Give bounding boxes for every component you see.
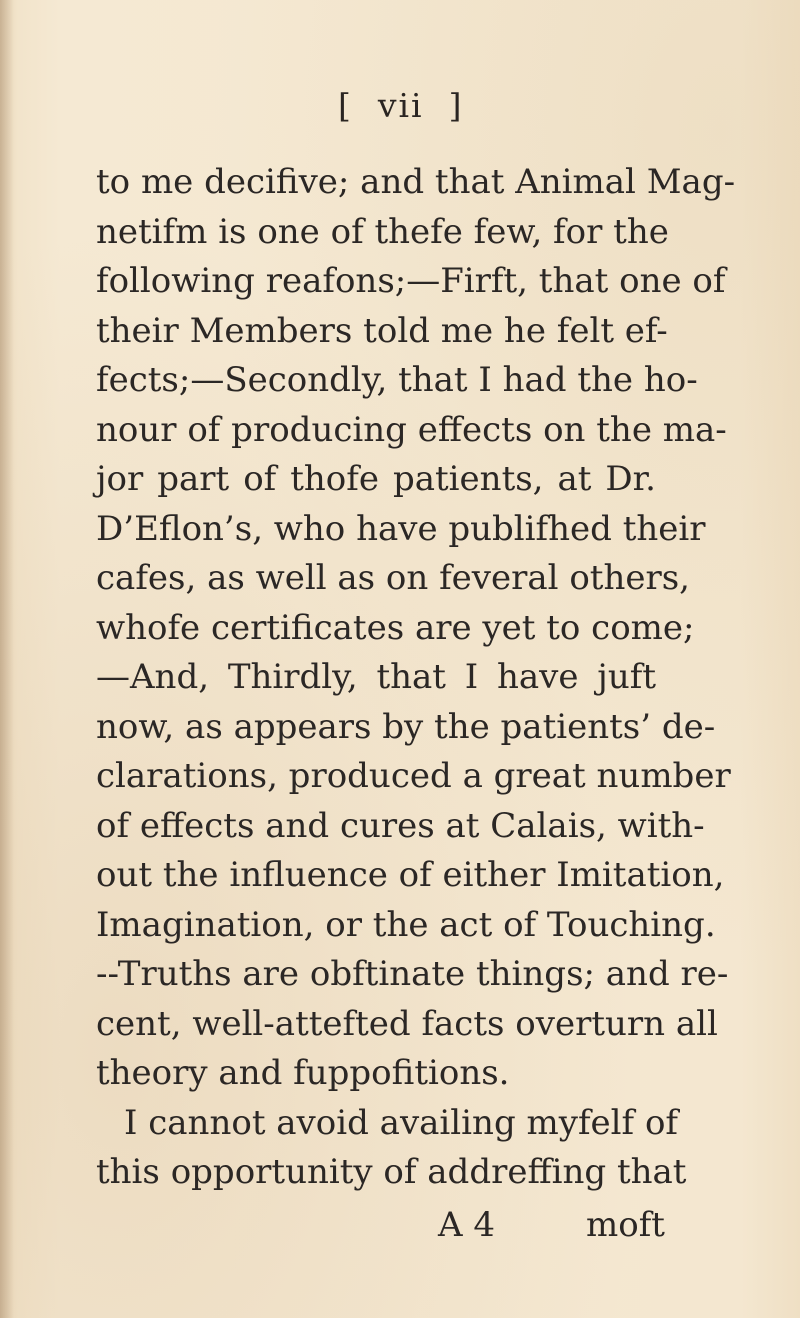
text-line-18: cent, well-attefted facts overturn all <box>96 1004 718 1044</box>
text-line-7: jor part of thofe patients, at Dr. <box>96 459 656 499</box>
text-line-15: out the influence of either Imitation, <box>96 855 725 895</box>
text-line-14: of effects and cures at Calais, with- <box>96 806 705 846</box>
page-number-header: [ vii ] <box>338 86 464 125</box>
text-line-1: to me decifive; and that Animal Mag- <box>96 162 736 202</box>
text-line-16: Imagination, or the act of Touching. <box>96 905 716 945</box>
text-line-12: now, as appears by the patients’ de- <box>96 707 716 747</box>
text-line-10: whofe certificates are yet to come; <box>96 608 695 648</box>
text-line-3: following reafons;—Firft, that one of <box>96 261 726 301</box>
text-line-4: their Members told me he felt ef- <box>96 311 668 351</box>
catchword: moft <box>586 1205 665 1245</box>
text-line-13: clarations, produced a great number <box>96 756 731 796</box>
signature-mark: A 4 <box>438 1205 495 1245</box>
text-line-9: cafes, as well as on feveral others, <box>96 558 690 598</box>
text-line-8: D’Eflon’s, who have publifhed their <box>96 509 706 549</box>
text-line-6: nour of producing effects on the ma- <box>96 410 727 450</box>
text-line-20: I cannot avoid availing myfelf of <box>124 1103 678 1143</box>
text-line-21: this opportunity of addreffing that <box>96 1152 687 1192</box>
text-line-17: --Truths are obftinate things; and re- <box>96 954 729 994</box>
text-line-5: fects;—Secondly, that I had the ho- <box>96 360 698 400</box>
text-line-2: netifm is one of thefe few, for the <box>96 212 669 252</box>
text-line-19: theory and fuppofitions. <box>96 1053 510 1093</box>
text-line-11: —And, Thirdly, that I have juft <box>96 657 656 697</box>
